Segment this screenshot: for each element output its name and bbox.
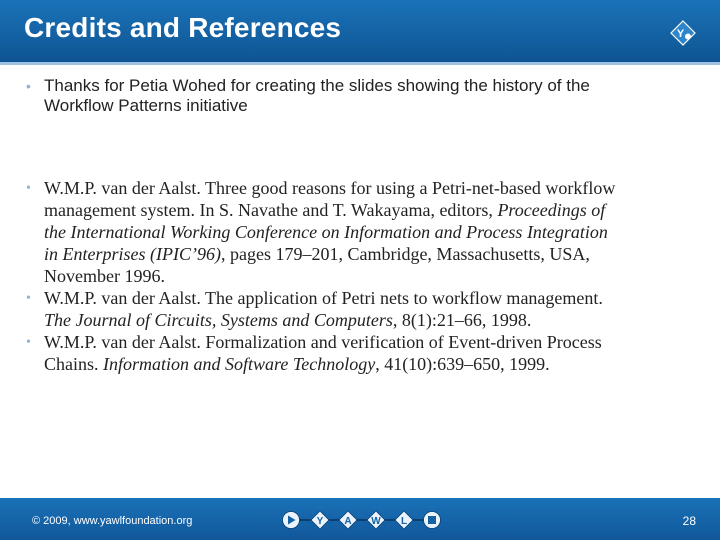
reference-text: , 8(1):21–66, 1998. xyxy=(392,310,532,330)
reference-line xyxy=(44,353,716,375)
reference-venue: The Journal of Circuits, Systems and Computers xyxy=(44,310,393,330)
header-divider xyxy=(0,62,720,65)
reference-text: Chains. xyxy=(44,354,104,374)
reference-line xyxy=(44,221,716,243)
reference-text: , pages 179–201, Cambridge, Massachusetts, USA, xyxy=(220,244,590,264)
nav-w-label: W xyxy=(371,516,381,527)
references-list xyxy=(26,177,716,375)
reference-item xyxy=(26,177,716,287)
reference-line: W.M.P. van der Aalst. The application of Petri nets to workflow management. xyxy=(44,288,603,308)
credits-list xyxy=(26,76,706,116)
bullet-icon: • xyxy=(26,181,31,196)
reference-item xyxy=(26,331,716,375)
reference-item xyxy=(26,287,716,331)
reference-venue: Information and Software Technology xyxy=(103,354,376,374)
nav-y-label: Y xyxy=(316,516,324,527)
page-number: 28 xyxy=(682,514,696,528)
nav-w-button[interactable] xyxy=(367,511,385,529)
bullet-icon: • xyxy=(26,78,31,94)
bullet-icon: • xyxy=(26,335,31,350)
credit-item xyxy=(26,76,706,116)
credit-line-1: Thanks for Petia Wohed for creating the slides showing the history of the xyxy=(44,76,590,95)
bullet-icon: • xyxy=(26,291,31,306)
credit-line-2: Workflow Patterns initiative xyxy=(44,96,248,115)
slide-title: Credits and References xyxy=(24,12,342,43)
reference-venue: Proceedings of xyxy=(497,200,606,220)
nav-l-button[interactable] xyxy=(395,511,413,529)
play-next-button[interactable] xyxy=(283,512,300,529)
nav-y-button[interactable] xyxy=(311,511,329,529)
nav-l-label: L xyxy=(400,516,408,527)
reference-text: management system. In S. Navathe and T. Wakayama, editors, xyxy=(44,200,498,220)
reference-line xyxy=(44,243,716,265)
slide-header xyxy=(0,0,720,62)
reference-venue: the International Working Conference on Information and Process Integration xyxy=(44,222,608,242)
yawl-logo-icon xyxy=(670,20,696,46)
copyright-text: © 2009, www.yawlfoundation.org xyxy=(32,515,193,527)
reference-line xyxy=(44,309,716,331)
reference-venue: in Enterprises (IPIC’96) xyxy=(44,244,221,264)
stop-button[interactable] xyxy=(424,512,441,529)
slide-nav-bar xyxy=(282,511,442,529)
reference-line xyxy=(44,199,716,221)
svg-text:Y: Y xyxy=(676,28,685,40)
reference-line: November 1996. xyxy=(44,266,165,286)
slide-footer xyxy=(0,498,720,540)
reference-line: W.M.P. van der Aalst. Three good reasons for using a Petri-net-based workflow xyxy=(44,178,616,198)
reference-line: W.M.P. van der Aalst. Formalization and verification of Event-driven Process xyxy=(44,332,602,352)
nav-a-label: A xyxy=(344,516,352,527)
nav-a-button[interactable] xyxy=(339,511,357,529)
reference-text: , 41(10):639–650, 1999. xyxy=(375,354,550,374)
